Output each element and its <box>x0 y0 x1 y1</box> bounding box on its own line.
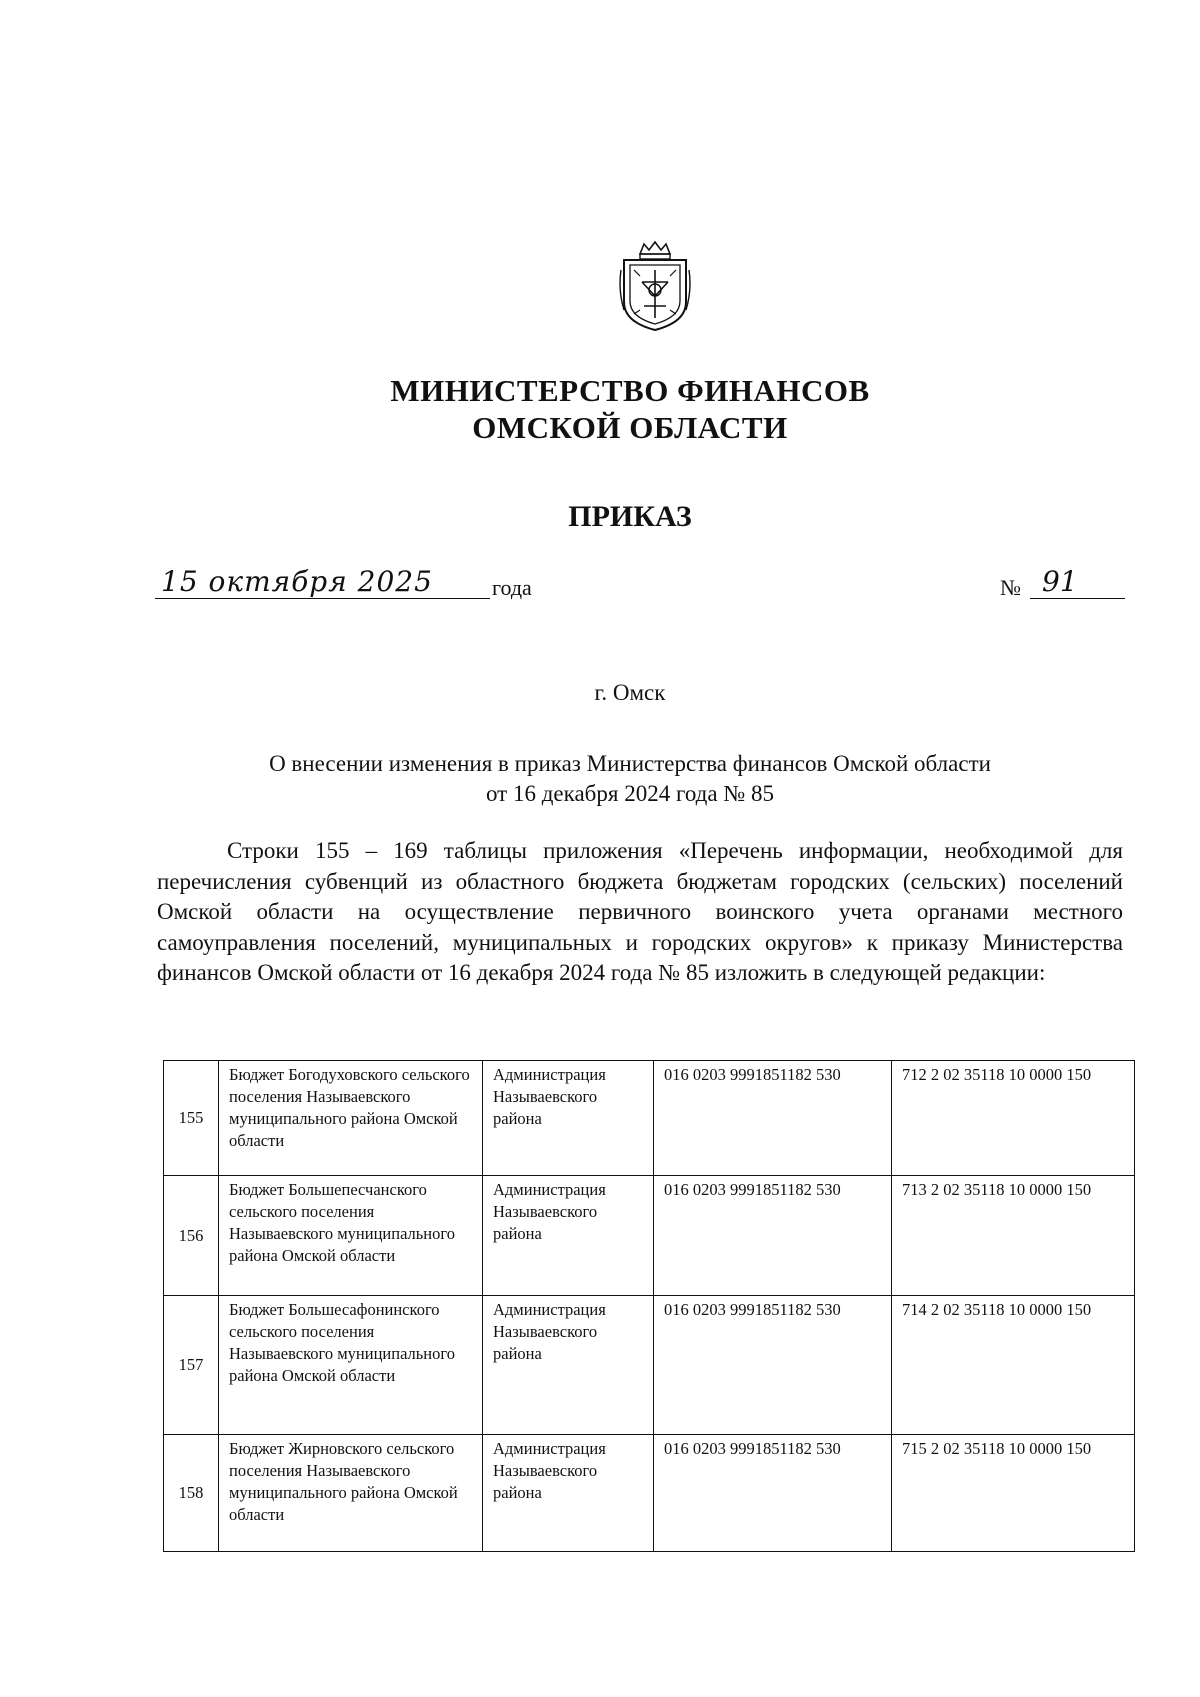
table-row <box>164 1435 1135 1552</box>
city: г. Омск <box>594 680 666 705</box>
budget-name: Бюджет Жирновского сельского поселения Называевского муниципального района Омской области <box>219 1435 483 1552</box>
handwritten-date: 15 октября 2025 <box>155 567 490 599</box>
row-number: 157 <box>164 1296 219 1435</box>
date-suffix: года <box>492 575 532 600</box>
administrator: Администрация Называевского района <box>483 1061 654 1176</box>
subvention-table <box>163 1060 1135 1552</box>
organization-name-line1: МИНИСТЕРСТВО ФИНАНСОВ <box>390 373 870 408</box>
organization-name-line2: ОМСКОЙ ОБЛАСТИ <box>472 410 788 445</box>
order-subject <box>170 749 1090 809</box>
expense-code: 016 0203 9991851182 530 <box>654 1296 892 1435</box>
expense-code: 016 0203 9991851182 530 <box>654 1435 892 1552</box>
row-number: 156 <box>164 1176 219 1296</box>
expense-code: 016 0203 9991851182 530 <box>654 1176 892 1296</box>
revenue-code: 715 2 02 35118 10 0000 150 <box>892 1435 1135 1552</box>
budget-name: Бюджет Большепесчанского сельского поселения Называевского муниципального района Омской области <box>219 1176 483 1296</box>
expense-code: 016 0203 9991851182 530 <box>654 1061 892 1176</box>
number-sign: № <box>1000 575 1021 600</box>
table-row <box>164 1296 1135 1435</box>
table-row <box>164 1176 1135 1296</box>
table-row <box>164 1061 1135 1176</box>
administrator: Администрация Называевского района <box>483 1296 654 1435</box>
revenue-code: 712 2 02 35118 10 0000 150 <box>892 1061 1135 1176</box>
budget-name: Бюджет Богодуховского сельского поселения Называевского муниципального района Омской области <box>219 1061 483 1176</box>
handwritten-number: 91 <box>1030 567 1125 599</box>
order-date <box>155 567 555 603</box>
body-paragraph: Строки 155 – 169 таблицы приложения «Перечень информации, необходимой для перечисления субвенций из областного бюджета бюджетам городских (сельских) поселений Омской области на осуществление первичного воинского учета органами местного самоуправления поселений, муниципальных и городских округов» к приказу Министерства финансов Омской области от 16 декабря 2024 года № 85 изложить в следующей редакции: <box>157 838 1123 985</box>
row-number: 158 <box>164 1435 219 1552</box>
row-number: 155 <box>164 1061 219 1176</box>
revenue-code: 714 2 02 35118 10 0000 150 <box>892 1296 1135 1435</box>
revenue-code: 713 2 02 35118 10 0000 150 <box>892 1176 1135 1296</box>
budget-name: Бюджет Большесафонинского сельского поселения Называевского муниципального района Омской области <box>219 1296 483 1435</box>
administrator: Администрация Называевского района <box>483 1435 654 1552</box>
omsk-coat-of-arms-icon <box>618 240 692 332</box>
document-type-title: ПРИКАЗ <box>568 500 692 533</box>
order-number <box>1000 567 1125 603</box>
subject-line2: от 16 декабря 2024 года № 85 <box>485 781 775 806</box>
administrator: Администрация Называевского района <box>483 1176 654 1296</box>
subject-line1: О внесении изменения в приказ Министерства финансов Омской области <box>269 751 991 776</box>
